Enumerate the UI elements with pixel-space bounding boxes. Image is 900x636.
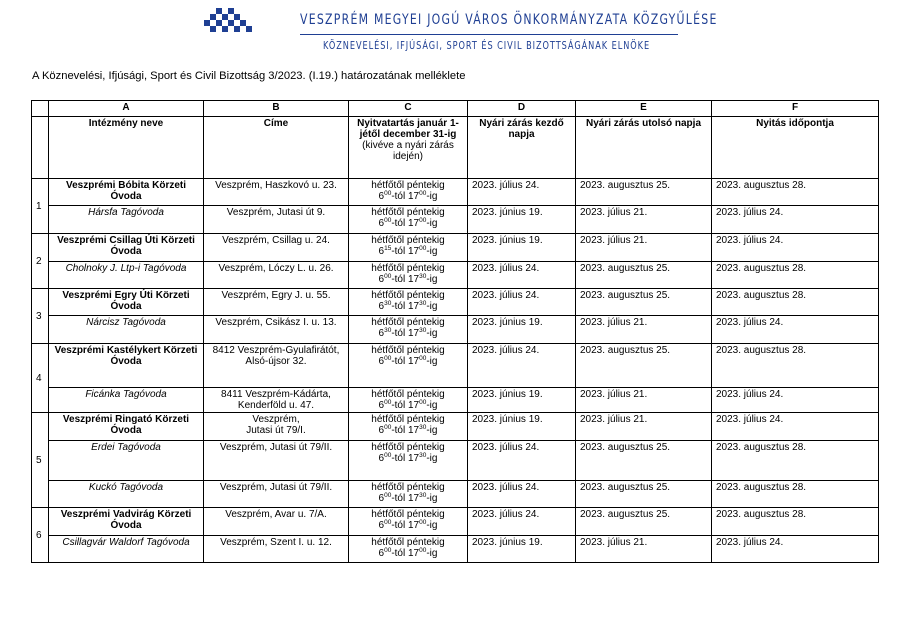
header-opening-hours: [349, 117, 468, 179]
close-hour: 17: [407, 301, 420, 312]
opening-hours: hétfőtől péntekig $6^{30}$-tól $17^{30}-ig$: [349, 289, 468, 316]
open-minute: 00: [384, 519, 392, 526]
address: Veszprém, Jutasi út 79/II.: [204, 481, 349, 508]
column-letter: B: [204, 101, 349, 117]
opening-days: hétfőtől péntekig: [371, 537, 445, 548]
open-minute: 00: [384, 190, 392, 197]
opening-days: hétfőtől péntekig: [371, 442, 445, 453]
open-minute: 00: [384, 273, 392, 280]
close-hour: 17: [407, 274, 420, 285]
reopen-date: 2023. augusztus 28.: [712, 344, 879, 388]
open-hour: 6: [378, 425, 385, 436]
opening-days: hétfőtől péntekig: [371, 509, 445, 520]
address-line: 8412 Veszprém-Gyulafirátót,: [212, 345, 340, 356]
summer-close-end: 2023. július 21.: [576, 316, 712, 344]
institution-name: Erdei Tagóvoda: [49, 441, 204, 481]
reopen-date: 2023. július 24.: [712, 316, 879, 344]
opening-hours: hétfőtől péntekig $6^{00}$-tól $17^{00}-ig$: [349, 344, 468, 388]
summer-close-start: 2023. június 19.: [468, 536, 576, 563]
summer-close-start: 2023. június 19.: [468, 413, 576, 441]
address: Veszprém, Lóczy L. u. 26.: [204, 262, 349, 289]
address-line: Jutasi út 79/I.: [246, 425, 306, 436]
institution-name: Veszprémi Egry Úti Körzeti Óvoda: [49, 289, 204, 316]
opening-hours: hétfőtől péntekig $6^{00}$-tól $17^{30}-ig$: [349, 481, 468, 508]
header-row: [32, 117, 879, 179]
close-hour: 17: [407, 328, 420, 339]
open-minute: 00: [384, 399, 392, 406]
table-row: [32, 344, 879, 388]
open-minute: 00: [384, 452, 392, 459]
header-close-end: Nyári zárás utolsó napja: [576, 117, 712, 179]
opening-days: hétfőtől péntekig: [371, 290, 445, 301]
header-address: Címe: [204, 117, 349, 179]
close-hour: 17: [407, 453, 420, 464]
opening-days: hétfőtől péntekig: [371, 235, 445, 246]
address: [204, 344, 349, 388]
row-number: 6: [32, 508, 49, 563]
summer-close-start: 2023. július 24.: [468, 179, 576, 206]
header-divider: [300, 34, 678, 35]
row-number: 2: [32, 234, 49, 289]
header-close-start: Nyári zárás kezdő napja: [468, 117, 576, 179]
address-line: 8411 Veszprém-Kádárta,: [221, 389, 331, 400]
close-hour: 17: [407, 520, 420, 531]
address: Veszprém, Csillag u. 24.: [204, 234, 349, 262]
opening-hours: hétfőtől péntekig $6^{00}$-tól $17^{00}-ig$: [349, 179, 468, 206]
table-row: [32, 413, 879, 441]
address: Veszprém, Egry J. u. 55.: [204, 289, 349, 316]
institution-name: Veszprémi Vadvirág Körzeti Óvoda: [49, 508, 204, 536]
opening-hours: hétfőtől péntekig $6^{00}$-tól $17^{30}-ig$: [349, 413, 468, 441]
open-minute: 30: [384, 300, 392, 307]
address: Veszprém, Csikász I. u. 13.: [204, 316, 349, 344]
table-row: [32, 262, 879, 289]
address: [204, 413, 349, 441]
opening-hours: hétfőtől péntekig $6^{00}$-tól $17^{00}-ig$: [349, 388, 468, 413]
summer-close-end: 2023. július 21.: [576, 413, 712, 441]
open-hour: 6: [378, 328, 385, 339]
close-minute: 30: [419, 300, 427, 307]
reopen-date: 2023. augusztus 28.: [712, 179, 879, 206]
coat-of-arms-logo: [202, 8, 258, 34]
close-minute: 00: [419, 217, 427, 224]
institution-name: Kuckó Tagóvoda: [49, 481, 204, 508]
reopen-date: 2023. augusztus 28.: [712, 262, 879, 289]
opening-hours: hétfőtől péntekig $6^{00}$-tól $17^{00}-ig$: [349, 536, 468, 563]
open-hour: 6: [378, 218, 385, 229]
close-minute: 00: [419, 519, 427, 526]
open-hour: 6: [378, 548, 385, 559]
kindergarten-schedule-table: [31, 100, 879, 563]
opening-days: hétfőtől péntekig: [371, 389, 445, 400]
institution-name: Veszprémi Ringató Körzeti Óvoda: [49, 413, 204, 441]
summer-close-start: 2023. június 19.: [468, 234, 576, 262]
close-minute: 30: [419, 452, 427, 459]
summer-close-start: 2023. június 19.: [468, 388, 576, 413]
table-row: [32, 316, 879, 344]
open-hour: 6: [378, 453, 385, 464]
opening-hours: hétfőtől péntekig $6^{00}$-tól $17^{00}-ig$: [349, 508, 468, 536]
corner-cell: [32, 101, 49, 117]
summer-close-end: 2023. augusztus 25.: [576, 262, 712, 289]
document-caption: A Köznevelési, Ifjúsági, Sport és Civil Bizottság 3/2023. (I.19.) határozatának melléklete: [32, 70, 466, 82]
summer-close-end: 2023. augusztus 25.: [576, 344, 712, 388]
institution-name: Hársfa Tagóvoda: [49, 206, 204, 234]
close-hour: 17: [407, 191, 420, 202]
letterhead: [0, 0, 900, 60]
column-letter: A: [49, 101, 204, 117]
opening-hours: hétfőtől péntekig $6^{30}$-tól $17^{30}-ig$: [349, 316, 468, 344]
opening-hours: hétfőtől péntekig $6^{00}$-tól $17^{30}-ig$: [349, 262, 468, 289]
open-hour: 6: [378, 356, 385, 367]
opening-hours: hétfőtől péntekig $6^{00}$-tól $17^{00}-ig$: [349, 206, 468, 234]
summer-close-start: 2023. július 24.: [468, 508, 576, 536]
open-minute: 00: [384, 492, 392, 499]
open-hour: 6: [378, 191, 385, 202]
summer-close-end: 2023. augusztus 25.: [576, 441, 712, 481]
open-hour: 6: [378, 246, 385, 257]
opening-days: hétfőtől péntekig: [371, 345, 445, 356]
close-hour: 17: [407, 218, 420, 229]
row-number: 5: [32, 413, 49, 508]
open-minute: 00: [384, 424, 392, 431]
organization-subtitle: KÖZNEVELÉSI, IFJÚSÁGI, SPORT ÉS CIVIL BIZOTTSÁGÁNAK ELNÖKE: [323, 40, 651, 52]
reopen-date: 2023. augusztus 28.: [712, 481, 879, 508]
table-row: [32, 289, 879, 316]
table-row: [32, 536, 879, 563]
summer-close-end: 2023. augusztus 25.: [576, 481, 712, 508]
reopen-date: 2023. július 24.: [712, 234, 879, 262]
summer-close-start: 2023. június 19.: [468, 206, 576, 234]
close-minute: 00: [419, 547, 427, 554]
address: Veszprém, Haszkovó u. 23.: [204, 179, 349, 206]
open-minute: 00: [384, 547, 392, 554]
summer-close-start: 2023. július 24.: [468, 262, 576, 289]
address-line: Alsó-újsor 32.: [245, 356, 307, 367]
close-hour: 17: [407, 548, 420, 559]
summer-close-start: 2023. június 19.: [468, 316, 576, 344]
reopen-date: 2023. augusztus 28.: [712, 508, 879, 536]
column-letter: C: [349, 101, 468, 117]
opening-days: hétfőtől péntekig: [371, 482, 445, 493]
summer-close-start: 2023. július 24.: [468, 344, 576, 388]
table-row: [32, 441, 879, 481]
table-row: [32, 234, 879, 262]
column-letter: F: [712, 101, 879, 117]
address: Veszprém, Szent I. u. 12.: [204, 536, 349, 563]
close-hour: 17: [407, 493, 420, 504]
opening-hours: hétfőtől péntekig $6^{15}$-tól $17^{00}-ig$: [349, 234, 468, 262]
table-row: [32, 179, 879, 206]
reopen-date: 2023. július 24.: [712, 388, 879, 413]
summer-close-end: 2023. július 21.: [576, 388, 712, 413]
institution-name: Veszprémi Csillag Úti Körzeti Óvoda: [49, 234, 204, 262]
summer-close-end: 2023. augusztus 25.: [576, 289, 712, 316]
summer-close-start: 2023. július 24.: [468, 441, 576, 481]
address-line: Veszprém,: [252, 414, 300, 425]
institution-name: Veszprémi Kastélykert Körzeti Óvoda: [49, 344, 204, 388]
opening-days: hétfőtől péntekig: [371, 207, 445, 218]
close-minute: 00: [419, 245, 427, 252]
reopen-date: 2023. július 24.: [712, 536, 879, 563]
close-minute: 00: [419, 355, 427, 362]
close-minute: 30: [419, 327, 427, 334]
open-minute: 15: [384, 245, 392, 252]
close-hour: 17: [407, 356, 420, 367]
opening-days: hétfőtől péntekig: [371, 317, 445, 328]
table-row: [32, 206, 879, 234]
open-minute: 00: [384, 217, 392, 224]
institution-name: Cholnoky J. Ltp-i Tagóvoda: [49, 262, 204, 289]
institution-name: Veszprémi Bóbita Körzeti Óvoda: [49, 179, 204, 206]
opening-days: hétfőtől péntekig: [371, 414, 445, 425]
organization-title: VESZPRÉM MEGYEI JOGÚ VÁROS ÖNKORMÁNYZATA KÖZGYŰLÉSE: [300, 12, 718, 28]
reopen-date: 2023. augusztus 28.: [712, 289, 879, 316]
opening-days: hétfőtől péntekig: [371, 180, 445, 191]
column-letter-row: [32, 101, 879, 117]
table-row: [32, 481, 879, 508]
row-number: 4: [32, 344, 49, 413]
address: Veszprém, Jutasi út 9.: [204, 206, 349, 234]
close-minute: 00: [419, 399, 427, 406]
open-hour: 6: [378, 400, 385, 411]
summer-close-end: 2023. július 21.: [576, 536, 712, 563]
close-hour: 17: [407, 425, 420, 436]
institution-name: Csillagvár Waldorf Tagóvoda: [49, 536, 204, 563]
column-letter: D: [468, 101, 576, 117]
summer-close-end: 2023. augusztus 25.: [576, 179, 712, 206]
close-minute: 30: [419, 273, 427, 280]
summer-close-start: 2023. július 24.: [468, 289, 576, 316]
table-row: [32, 508, 879, 536]
reopen-date: 2023. augusztus 28.: [712, 441, 879, 481]
open-hour: 6: [378, 274, 385, 285]
summer-close-end: 2023. július 21.: [576, 234, 712, 262]
open-hour: 6: [378, 493, 385, 504]
close-hour: 17: [407, 400, 420, 411]
header-institution-name: Intézmény neve: [49, 117, 204, 179]
header-opening-note: (kivéve a nyári zárás idején): [362, 140, 454, 162]
close-hour: 17: [407, 246, 420, 257]
opening-days: hétfőtől péntekig: [371, 263, 445, 274]
close-minute: 30: [419, 424, 427, 431]
column-letter: E: [576, 101, 712, 117]
row-number: 3: [32, 289, 49, 344]
reopen-date: 2023. július 24.: [712, 206, 879, 234]
address: Veszprém, Jutasi út 79/II.: [204, 441, 349, 481]
summer-close-start: 2023. július 24.: [468, 481, 576, 508]
table-row: [32, 388, 879, 413]
address: [204, 388, 349, 413]
open-hour: 6: [378, 301, 385, 312]
opening-hours: hétfőtől péntekig $6^{00}$-tól $17^{30}-ig$: [349, 441, 468, 481]
open-minute: 00: [384, 355, 392, 362]
institution-name: Nárcisz Tagóvoda: [49, 316, 204, 344]
header-opening-main: Nyitvatartás január 1-jétől december 31-ig: [357, 118, 459, 140]
summer-close-end: 2023. július 21.: [576, 206, 712, 234]
close-minute: 00: [419, 190, 427, 197]
close-minute: 30: [419, 492, 427, 499]
row-number: 1: [32, 179, 49, 234]
address-line: Kenderföld u. 47.: [237, 400, 315, 411]
institution-name: Ficánka Tagóvoda: [49, 388, 204, 413]
reopen-date: 2023. július 24.: [712, 413, 879, 441]
corner-cell: [32, 117, 49, 179]
address: Veszprém, Avar u. 7/A.: [204, 508, 349, 536]
summer-close-end: 2023. augusztus 25.: [576, 508, 712, 536]
open-minute: 30: [384, 327, 392, 334]
open-hour: 6: [378, 520, 385, 531]
header-reopen: Nyitás időpontja: [712, 117, 879, 179]
